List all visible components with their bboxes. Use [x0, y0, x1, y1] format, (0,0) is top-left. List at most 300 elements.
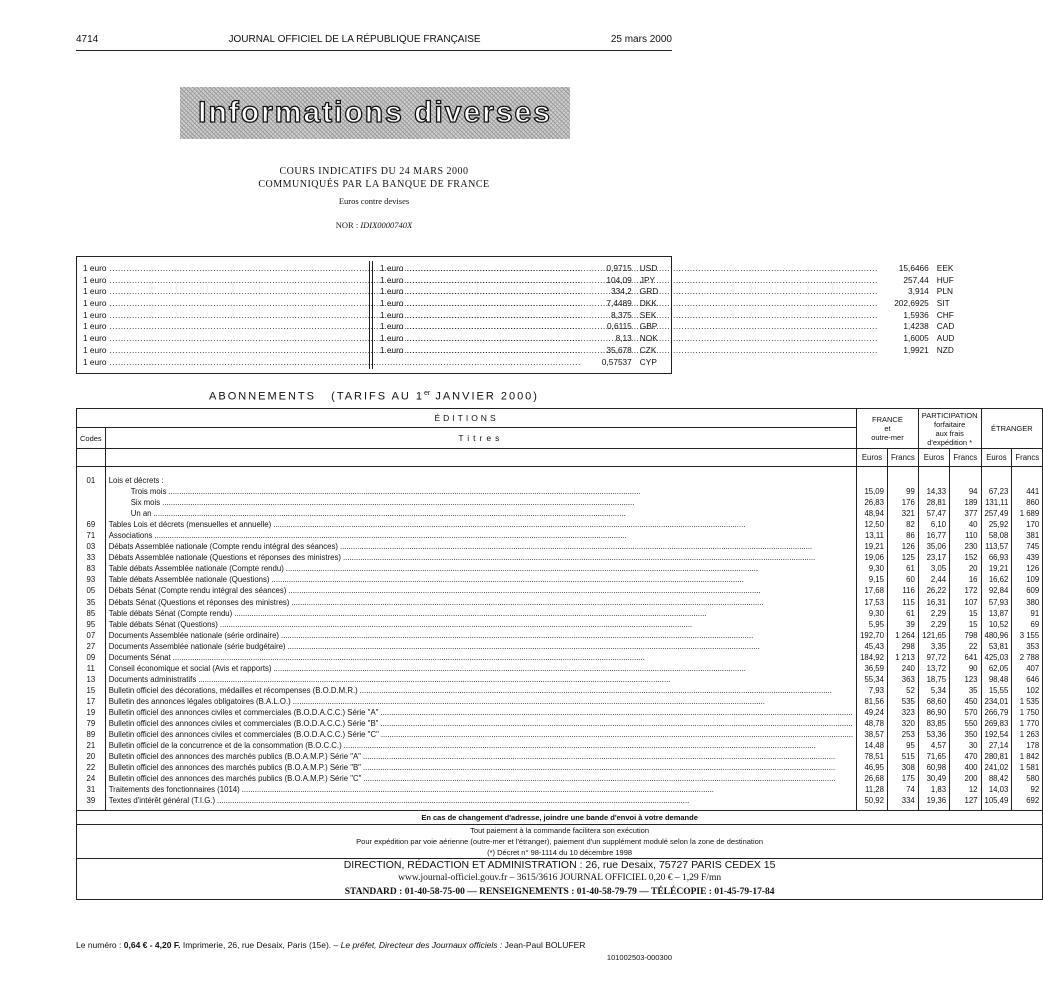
- row-code: 27: [86, 641, 96, 651]
- notice-line3: Euros contre devises: [338, 196, 410, 206]
- row-title-text: Bulletin officiel des annonces civiles et commerciales (B.O.D.A.C.C.) Série "A": [108, 707, 379, 717]
- payment-line: Tout paiement à la commande facilitera son exécution: [470, 826, 650, 836]
- unit-label: Euros: [981, 449, 1012, 467]
- row-value: 102: [1026, 685, 1040, 695]
- rate-label: 1 euro: [380, 344, 404, 355]
- row-value: 19,36: [926, 796, 947, 806]
- rate-label: 1 euro: [380, 286, 404, 297]
- row-code: 09: [86, 652, 96, 662]
- currency-code: AUD: [936, 333, 955, 344]
- etranger-header: ÉTRANGER: [981, 409, 1043, 449]
- unit-label: Francs: [1012, 449, 1043, 467]
- unit-label: Francs: [950, 449, 981, 467]
- codes-header: Codes: [77, 428, 106, 449]
- row-value: 48,78: [864, 719, 884, 729]
- leader-dots: [234, 608, 853, 619]
- row-code: [80, 497, 102, 508]
- rate-value: 7,4489: [606, 298, 632, 309]
- payment-line: Pour expédition par voie aérienne (outre-mer et l'étranger), paiement d'un supplément modulé selon la zone de destination: [356, 837, 764, 847]
- column-divider: [372, 261, 373, 369]
- currency-code: JPY: [639, 274, 656, 285]
- row-value: 86,90: [926, 707, 947, 717]
- row-value: 269,83: [984, 719, 1009, 729]
- row-value: 35: [968, 685, 978, 695]
- rate-value: 15,6466: [898, 263, 929, 273]
- row-code: [80, 508, 102, 519]
- row-code: 20: [86, 752, 96, 762]
- row-value: 60,98: [926, 763, 947, 773]
- leader-dots: [407, 275, 878, 287]
- row-title: [109, 740, 853, 751]
- row-code: 13: [86, 674, 96, 684]
- row-value: 170: [1026, 520, 1040, 530]
- subscriptions-heading: [76, 390, 672, 403]
- rate-label: 1 euro: [380, 309, 404, 320]
- row-value: 1 750: [1019, 707, 1040, 717]
- row-value: 450: [964, 696, 978, 706]
- row-value: 175: [901, 774, 915, 784]
- row-value: [891, 475, 915, 486]
- rate-label: 1 euro: [83, 344, 107, 355]
- rate-value: 1,5936: [903, 309, 929, 320]
- titres-header: Titres: [105, 428, 856, 449]
- row-title-text: Trois mois: [130, 487, 167, 497]
- row-value: 9,30: [868, 564, 884, 574]
- row-title: [109, 751, 853, 762]
- row-title-text: Table débats Assemblée nationale (Questions): [108, 575, 270, 585]
- row-title: [109, 574, 853, 585]
- rate-value: 257,44: [903, 274, 929, 285]
- row-title: [109, 486, 853, 497]
- row-value: 81,56: [864, 696, 884, 706]
- leader-dots: [363, 773, 853, 784]
- row-value: 126: [901, 542, 915, 552]
- row-title-text: Bulletin officiel des annonces des marchés publics (B.O.A.M.P.) Série "C": [108, 774, 362, 784]
- row-title: [109, 718, 853, 729]
- rate-value: 3,914: [908, 286, 929, 297]
- row-title: [109, 552, 853, 563]
- row-title: [109, 641, 853, 652]
- leader-dots: [343, 552, 853, 563]
- row-value: 91: [1030, 608, 1040, 618]
- row-code: 01: [86, 476, 96, 485]
- row-value: 98,48: [988, 674, 1009, 684]
- values-column: [1012, 467, 1043, 811]
- rate-row: [83, 333, 658, 345]
- row-value: 46,95: [864, 763, 884, 773]
- participation-header-line: PARTICIPATION: [921, 410, 978, 420]
- row-value: 321: [901, 509, 915, 519]
- row-code: 93: [86, 575, 96, 585]
- row-title: [109, 762, 853, 773]
- leader-dots: [291, 597, 853, 608]
- leader-dots: [274, 663, 854, 674]
- row-value: 26,83: [864, 498, 884, 508]
- row-value: 1 263: [1019, 730, 1040, 740]
- rate-label: 1 euro: [83, 321, 107, 332]
- row-value: 20: [968, 564, 978, 574]
- france-header-line: et: [884, 424, 891, 433]
- leader-dots: [154, 508, 854, 519]
- row-code: 05: [86, 586, 96, 596]
- row-value: 50,92: [864, 796, 884, 806]
- rate-row: [83, 309, 657, 322]
- row-code: 15: [86, 685, 96, 695]
- row-title: [109, 585, 853, 596]
- row-title: [109, 630, 853, 641]
- row-value: 14,33: [926, 487, 947, 497]
- row-title-text: Associations: [108, 531, 153, 541]
- leader-dots: [198, 674, 853, 685]
- rate-row: [380, 298, 950, 310]
- row-value: 1 770: [1019, 719, 1040, 729]
- currency-code: DKK: [639, 298, 657, 309]
- rate-value: 35,678: [606, 344, 632, 355]
- subscriptions-subtitle-sup: er: [424, 390, 431, 397]
- row-value: 745: [1026, 542, 1040, 552]
- row-value: 14,03: [988, 785, 1009, 795]
- row-title: [109, 541, 853, 552]
- rate-row: [83, 356, 657, 369]
- row-value: 115: [902, 597, 915, 607]
- row-value: 14,48: [864, 741, 884, 751]
- row-value: 2 788: [1019, 652, 1040, 662]
- row-code: 35: [86, 597, 96, 607]
- row-title: [109, 674, 853, 685]
- row-value: 16: [968, 575, 978, 585]
- row-value: 798: [964, 630, 978, 640]
- row-value: 470: [964, 752, 978, 762]
- row-value: 53,36: [926, 730, 947, 740]
- row-value: [922, 475, 946, 486]
- row-code: 69: [86, 520, 96, 530]
- leader-dots: [363, 751, 853, 762]
- row-value: 350: [964, 730, 978, 740]
- row-value: 19,06: [864, 553, 884, 563]
- row-value: 7,93: [868, 685, 884, 695]
- row-value: 353: [1026, 641, 1040, 651]
- france-header: [857, 409, 919, 449]
- imprint-line: [76, 940, 672, 950]
- price-label: Le numéro :: [76, 940, 122, 950]
- rates-left-column: [83, 263, 659, 368]
- leader-dots: [220, 619, 853, 630]
- row-title-text: Bulletin officiel des annonces civiles et commerciales (B.O.D.A.C.C.) Série "C": [108, 730, 379, 740]
- row-value: 110: [965, 531, 978, 541]
- participation-header-line: d'expédition *: [927, 437, 973, 447]
- row-value: 860: [1026, 498, 1040, 508]
- row-code: 11: [86, 663, 95, 673]
- rate-row: [380, 333, 955, 345]
- rate-row: [83, 344, 657, 357]
- row-value: 441: [1026, 487, 1040, 497]
- row-title-text: Textes d'intérêt général (T.I.G.): [108, 796, 216, 806]
- row-code: 89: [86, 730, 96, 740]
- rate-label: 1 euro: [380, 274, 404, 285]
- leader-dots: [344, 740, 853, 751]
- rate-label: 1 euro: [83, 309, 107, 320]
- row-value: 10,52: [988, 619, 1009, 629]
- printer-info: Imprimerie, 26, rue Desaix, Paris (15e). –: [182, 940, 339, 950]
- row-value: 298: [901, 641, 915, 651]
- row-value: 57,47: [926, 509, 947, 519]
- rate-label: 1 euro: [380, 321, 404, 332]
- values-column: [981, 467, 1012, 811]
- row-value: 1 264: [895, 630, 915, 640]
- page-number: 4714: [76, 34, 99, 45]
- rate-value: 0,9715: [606, 263, 632, 273]
- row-value: 52: [906, 685, 915, 695]
- leader-dots: [360, 685, 853, 696]
- row-value: 9,15: [868, 575, 884, 585]
- nor-reference: [76, 220, 672, 230]
- row-title-text: Débats Assemblée nationale (Questions et réponses des ministres): [108, 553, 341, 563]
- row-value: 61: [906, 564, 915, 574]
- leader-dots: [154, 530, 853, 541]
- row-value: 5,95: [868, 619, 884, 629]
- row-value: 609: [1026, 586, 1040, 596]
- row-value: [1015, 475, 1039, 486]
- leader-dots: [407, 345, 878, 357]
- row-code: 33: [86, 553, 96, 563]
- direction-block: [77, 859, 1043, 900]
- row-title: [109, 508, 853, 519]
- leader-dots: [288, 641, 854, 652]
- row-title-text: Un an: [130, 509, 152, 519]
- issue-date: 25 mars 2000: [610, 34, 672, 45]
- row-value: 176: [901, 498, 915, 508]
- rate-label: 1 euro: [380, 333, 404, 344]
- currency-code: GBP: [639, 321, 658, 332]
- row-value: 425,03: [984, 652, 1009, 662]
- row-value: 2,29: [930, 608, 947, 618]
- row-value: 580: [1026, 774, 1040, 784]
- leader-dots: [281, 630, 853, 641]
- row-title: [109, 685, 853, 696]
- phone-numbers: STANDARD : 01-40-58-75-00 — RENSEIGNEMENTS : 01-40-58-79-79 — TÉLÉCOPIE : 01-45-79-17-84: [344, 887, 775, 898]
- leader-dots: [407, 333, 878, 345]
- row-value: 22: [968, 641, 978, 651]
- row-value: [860, 475, 884, 486]
- rate-row: [83, 274, 656, 287]
- row-title-text: Débats Assemblée nationale (Compte rendu intégral des séances): [108, 542, 338, 552]
- row-value: 92,84: [988, 586, 1009, 596]
- row-title: [109, 530, 853, 541]
- rate-value: 8,13: [615, 333, 632, 344]
- row-title-text: Table débats Sénat (Questions): [108, 619, 218, 629]
- row-title: [109, 563, 853, 574]
- units-spacer: [105, 449, 856, 467]
- leader-dots: [407, 298, 878, 310]
- row-title-text: Six mois: [130, 498, 161, 508]
- row-code: 21: [86, 741, 96, 751]
- row-title: [109, 707, 853, 718]
- row-value: 19,21: [864, 542, 884, 552]
- unit-label: Euros: [918, 449, 949, 467]
- row-value: 66,93: [988, 553, 1009, 563]
- column-divider: [369, 261, 370, 369]
- row-value: 641: [964, 652, 978, 662]
- decree-footnote: (*) Décret n° 98-1114 du 10 décembre 1998: [487, 848, 633, 858]
- row-value: 92: [1030, 785, 1040, 795]
- row-title: [109, 597, 853, 608]
- row-value: 62,05: [988, 663, 1009, 673]
- row-title: [109, 652, 853, 663]
- row-title-text: Débats Sénat (Compte rendu intégral des séances): [108, 586, 287, 596]
- row-value: 320: [901, 719, 915, 729]
- row-value: 35,06: [926, 542, 947, 552]
- currency-code: PLN: [936, 286, 953, 297]
- subscriptions-subtitle-pre: (TARIFS AU 1: [331, 390, 425, 403]
- values-column: [857, 467, 888, 811]
- subscriptions-title: ABONNEMENTS: [209, 390, 316, 403]
- currency-code: SIT: [936, 298, 950, 309]
- rate-label: 1 euro: [380, 263, 404, 273]
- participation-header-line: forfaitaire: [934, 419, 966, 429]
- row-value: 407: [1026, 663, 1040, 673]
- row-value: 61: [906, 608, 915, 618]
- currency-code: EEK: [936, 263, 954, 273]
- row-code: 03: [86, 542, 96, 552]
- row-value: 1,83: [930, 785, 947, 795]
- row-value: 1 581: [1019, 763, 1040, 773]
- rate-row: [380, 274, 954, 287]
- currency-code: CAD: [936, 321, 955, 332]
- row-code: 17: [86, 696, 96, 706]
- row-value: 280,81: [984, 752, 1009, 762]
- section-title: Informations diverses: [198, 96, 552, 129]
- row-value: 570: [964, 707, 978, 717]
- leader-dots: [407, 286, 878, 298]
- leader-dots: [380, 707, 853, 718]
- row-title-text: Bulletin des annonces légales obligatoires (B.A.L.O.): [108, 696, 291, 706]
- row-value: 515: [901, 752, 915, 762]
- row-value: 40: [968, 520, 978, 530]
- row-code: 85: [86, 608, 96, 618]
- row-value: 53,81: [988, 641, 1009, 651]
- rate-row: [83, 298, 657, 310]
- row-value: 241,02: [984, 763, 1009, 773]
- row-value: 125: [901, 553, 915, 563]
- row-title: [109, 519, 853, 530]
- row-value: 377: [964, 509, 978, 519]
- row-value: 1 535: [1019, 696, 1040, 706]
- row-title-text: Débats Sénat (Questions et réponses des ministres): [108, 597, 290, 607]
- row-value: 30,49: [926, 774, 947, 784]
- payment-notice: [77, 825, 1043, 859]
- row-value: 58,08: [988, 531, 1009, 541]
- row-value: 27,14: [988, 741, 1009, 751]
- units-row: [77, 449, 1043, 467]
- leader-dots: [407, 310, 878, 322]
- row-code: 19: [86, 707, 96, 717]
- row-value: 13,72: [926, 663, 947, 673]
- leader-dots: [110, 357, 581, 369]
- row-value: 1 213: [895, 652, 915, 662]
- row-value: 17,68: [864, 586, 884, 596]
- currency-code: NZD: [936, 344, 954, 355]
- participation-header-line: aux frais: [935, 428, 964, 438]
- row-code: 22: [86, 763, 96, 773]
- currency-code: USD: [639, 263, 658, 273]
- row-value: 26,22: [926, 586, 947, 596]
- row-title-text: Bulletin officiel des annonces des marchés publics (B.O.A.M.P.) Série "B": [108, 763, 361, 773]
- row-value: 480,96: [984, 630, 1009, 640]
- row-title-text: Bulletin officiel des décorations, médailles et récompenses (B.O.D.M.R.): [108, 685, 358, 695]
- notice-line2: COMMUNIQUÉS PAR LA BANQUE DE FRANCE: [258, 179, 490, 190]
- row-title-text: Bulletin officiel de la concurrence et de la consommation (B.O.C.C.): [108, 741, 342, 751]
- row-value: 49,24: [864, 707, 884, 717]
- row-value: 74: [906, 785, 915, 795]
- row-value: 38,57: [864, 730, 884, 740]
- row-value: 15,09: [864, 487, 884, 497]
- row-value: 94: [968, 487, 978, 497]
- france-header-line: FRANCE: [872, 415, 903, 424]
- row-value: 192,70: [860, 630, 884, 640]
- currency-code: SEK: [639, 309, 657, 320]
- row-value: 363: [901, 674, 915, 684]
- direction-address: DIRECTION, RÉDACTION ET ADMINISTRATION : 26, rue Desaix, 75727 PARIS CEDEX 15: [343, 859, 776, 872]
- row-value: 15: [968, 608, 978, 618]
- row-code: 39: [86, 796, 96, 806]
- nor-value: IDIX0000740X: [360, 220, 413, 230]
- rate-value: 0,57537: [601, 356, 632, 367]
- currency-code: CZK: [639, 344, 657, 355]
- values-column: [918, 467, 949, 811]
- rate-label: 1 euro: [83, 298, 107, 309]
- row-value: 131,11: [985, 498, 1009, 508]
- row-value: 28,81: [926, 498, 947, 508]
- row-value: 116: [902, 586, 915, 596]
- leader-dots: [168, 486, 853, 497]
- rate-value: 1,6005: [903, 333, 929, 344]
- row-value: 15,55: [988, 685, 1009, 695]
- row-value: 60: [906, 575, 915, 585]
- row-value: 86: [906, 531, 915, 541]
- row-value: 1 689: [1019, 509, 1040, 519]
- row-code: [80, 486, 102, 497]
- address-change-notice: En cas de changement d'adresse, joindre une bande d'envoi à votre demande: [77, 811, 1043, 825]
- row-value: 16,31: [926, 597, 947, 607]
- row-value: 12: [968, 785, 978, 795]
- nor-label: NOR :: [335, 220, 359, 230]
- leader-dots: [288, 585, 853, 596]
- row-value: 82: [906, 520, 915, 530]
- row-value: 68,60: [926, 696, 947, 706]
- row-value: 13,11: [865, 531, 884, 541]
- units-spacer: [77, 449, 106, 467]
- leader-dots: [381, 729, 853, 740]
- row-value: 78,51: [864, 752, 884, 762]
- row-value: 48,94: [864, 509, 884, 519]
- row-title: [109, 497, 853, 508]
- leader-dots: [272, 574, 854, 585]
- row-value: 97,72: [926, 652, 947, 662]
- rate-row: [83, 286, 659, 298]
- subscriptions-body: [77, 467, 1043, 811]
- currency-code: CHF: [936, 309, 954, 320]
- values-column: [887, 467, 918, 811]
- row-value: 178: [1026, 741, 1040, 751]
- row-title-text: Documents Assemblée nationale (série budgétaire): [108, 641, 286, 651]
- values-column: [950, 467, 981, 811]
- codes-column: [77, 467, 106, 811]
- row-value: 83,85: [926, 719, 947, 729]
- row-value: 257,49: [984, 509, 1009, 519]
- row-code: 71: [86, 531, 96, 541]
- exchange-rates-box: [76, 256, 955, 374]
- row-title-text: Table débats Assemblée nationale (Compte rendu): [108, 564, 284, 574]
